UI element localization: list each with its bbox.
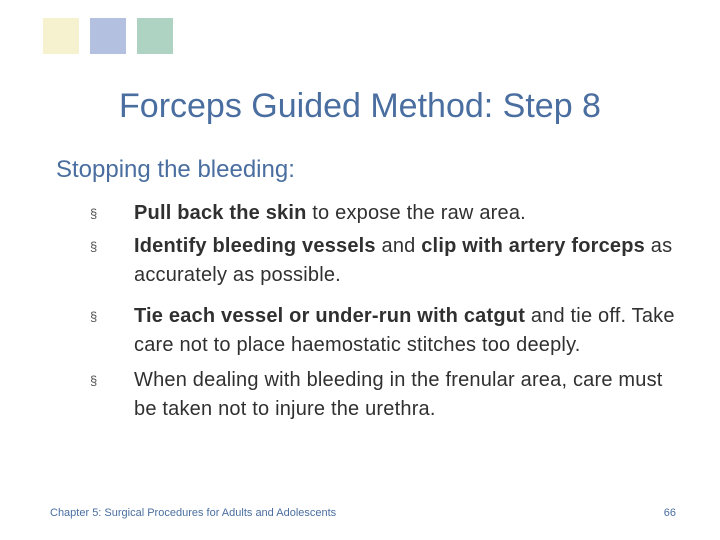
page-number: 66 [663, 507, 676, 519]
bullet-text: When dealing with bleeding in the frenular area, care must be taken not to injure the urethra. [134, 369, 663, 420]
bullet-text: Identify bleeding vessels and clip with artery forceps as accurately as possible. [134, 235, 673, 286]
bullet-marker: § [90, 206, 98, 221]
decorative-square-3 [137, 18, 173, 54]
bullet-marker: § [90, 239, 98, 254]
footer-chapter-title: Chapter 5: Surgical Procedures for Adults and Adolescents [50, 507, 337, 519]
bullet-marker: § [90, 309, 98, 324]
bullet-list [90, 199, 690, 424]
decorative-square-1 [43, 18, 79, 54]
bullet-text: Tie each vessel or under-run with catgut and tie off. Take care not to place haemostatic stitches too deeply. [134, 305, 675, 356]
bullet-item [90, 232, 690, 290]
bullet-marker: § [90, 373, 98, 388]
bullet-item [90, 302, 690, 360]
bullet-item [90, 199, 690, 228]
decorative-square-2 [90, 18, 126, 54]
section-heading: Stopping the bleeding: [56, 156, 295, 183]
bullet-text: Pull back the skin to expose the raw area. [134, 202, 526, 224]
bullet-item [90, 366, 690, 424]
slide-title: Forceps Guided Method: Step 8 [119, 87, 601, 125]
